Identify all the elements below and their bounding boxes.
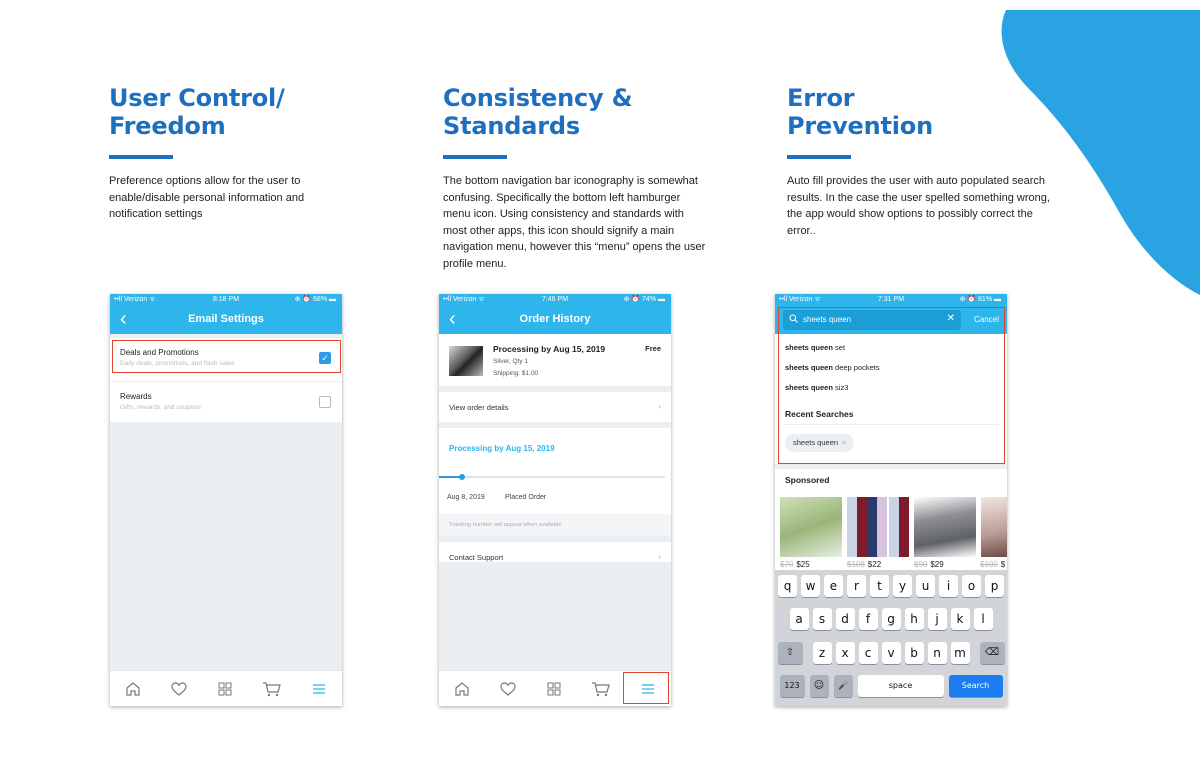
- order-summary[interactable]: Processing by Aug 15, 2019 Free Silver, Qty 1 Shipping: $1.00: [439, 334, 671, 386]
- shift-key[interactable]: ⇧: [778, 642, 803, 664]
- checkbox-rewards[interactable]: [319, 396, 331, 408]
- heading-user-control: User Control/ Freedom: [109, 84, 285, 140]
- hamburger-menu-icon[interactable]: [310, 680, 328, 698]
- tracking-note: Tracking number will appear when available: [439, 514, 671, 536]
- key-i[interactable]: i: [939, 575, 958, 597]
- product-card[interactable]: [981, 497, 1007, 559]
- recent-search-chip[interactable]: sheets queen ×: [785, 434, 854, 452]
- chip-close-icon[interactable]: ×: [842, 438, 847, 447]
- contact-support-link[interactable]: Contact Support ›: [439, 542, 671, 574]
- product-price: $70 $25: [780, 560, 810, 569]
- status-bar: ••ll Verizon ᯤ 8:18 PM ⊕ ⏰ 68% ▬: [110, 294, 342, 306]
- heading-consistency: Consistency & Standards: [443, 84, 633, 140]
- cancel-button[interactable]: Cancel: [974, 315, 999, 324]
- product-image: [780, 497, 842, 557]
- key-e[interactable]: e: [824, 575, 843, 597]
- key-d[interactable]: d: [836, 608, 855, 630]
- heart-icon[interactable]: [499, 680, 517, 698]
- product-image: [847, 497, 909, 557]
- key-b[interactable]: b: [905, 642, 924, 664]
- key-q[interactable]: q: [778, 575, 797, 597]
- description: Preference options allow for the user to enable/disable personal information and notification settings: [109, 175, 305, 220]
- suggestion-item[interactable]: sheets queen siz3: [785, 383, 849, 392]
- key-p[interactable]: p: [985, 575, 1004, 597]
- key-n[interactable]: n: [928, 642, 947, 664]
- heading-error-prevention: Error Prevention: [787, 84, 933, 140]
- backspace-key[interactable]: ⌫: [980, 642, 1005, 664]
- chevron-right-icon: ›: [658, 401, 661, 411]
- heading-underline: [787, 155, 851, 159]
- key-w[interactable]: w: [801, 575, 820, 597]
- microphone-key[interactable]: 🎤: [834, 675, 853, 697]
- processing-status: Processing by Aug 15, 2019: [439, 428, 671, 470]
- product-card[interactable]: [914, 497, 976, 559]
- space-key[interactable]: space: [858, 675, 944, 697]
- key-f[interactable]: f: [859, 608, 878, 630]
- heading-underline: [109, 155, 173, 159]
- home-icon[interactable]: [453, 680, 471, 698]
- chevron-right-icon: ›: [658, 551, 661, 561]
- key-r[interactable]: r: [847, 575, 866, 597]
- key-j[interactable]: j: [928, 608, 947, 630]
- view-order-details-link[interactable]: View order details ›: [439, 392, 671, 422]
- cart-icon[interactable]: [591, 680, 611, 698]
- key-g[interactable]: g: [882, 608, 901, 630]
- product-image: [981, 497, 1007, 557]
- column-consistency: [443, 84, 706, 272]
- product-card[interactable]: [847, 497, 909, 559]
- product-price: $90 $29: [914, 560, 944, 569]
- product-price: $108 $22: [847, 560, 882, 569]
- key-k[interactable]: k: [951, 608, 970, 630]
- heading-underline: [443, 155, 507, 159]
- key-v[interactable]: v: [882, 642, 901, 664]
- order-progress-track: [439, 470, 671, 488]
- recent-searches-heading: Recent Searches: [785, 409, 854, 419]
- description: Auto fill provides the user with auto populated search results. In the case the user spelled something wrong, the app would show options to possibly correct the error..: [787, 175, 1050, 237]
- clear-icon[interactable]: ✕: [946, 313, 955, 324]
- nav-bar: [439, 306, 671, 334]
- key-s[interactable]: s: [813, 608, 832, 630]
- screen-title: Order History: [519, 313, 591, 325]
- progress-dot: [459, 474, 465, 480]
- grid-icon[interactable]: [545, 680, 563, 698]
- key-o[interactable]: o: [962, 575, 981, 597]
- suggestion-item[interactable]: sheets queen set: [785, 343, 846, 352]
- search-icon: [789, 314, 798, 325]
- keyboard-row: [775, 675, 1007, 697]
- key-a[interactable]: a: [790, 608, 809, 630]
- emoji-key[interactable]: ☺: [810, 675, 829, 697]
- numbers-key[interactable]: 123: [780, 675, 805, 697]
- order-timeline: Aug 8, 2019 Placed Order: [439, 488, 671, 514]
- keyboard-row: [775, 642, 1007, 664]
- key-z[interactable]: z: [813, 642, 832, 664]
- nav-bar: [110, 306, 342, 334]
- tab-bar: [439, 670, 671, 706]
- tab-bar: [110, 670, 342, 706]
- setting-rewards[interactable]: Rewards Gifts, rewards, and coupons: [110, 382, 342, 426]
- sponsored-products: [780, 497, 1007, 559]
- back-icon[interactable]: ‹: [449, 308, 456, 330]
- product-thumbnail: [449, 346, 483, 376]
- phone-search: [775, 294, 1007, 706]
- screen-title: Email Settings: [188, 313, 264, 325]
- description: The bottom navigation bar iconography is somewhat confusing. Specifically the bottom left hamburger menu icon. Using consistency and standards with most other apps, this icon should signify a main navigation menu, however this “menu” opens the user profile menu.: [443, 175, 706, 270]
- setting-deals[interactable]: Deals and Promotions Daily deals, promotions, and flash sales ✓: [110, 338, 342, 382]
- phone-order-history: [439, 294, 671, 706]
- product-card[interactable]: [780, 497, 842, 559]
- keyboard-row: [775, 608, 1007, 630]
- back-icon[interactable]: ‹: [120, 308, 127, 330]
- checkbox-deals[interactable]: ✓: [319, 352, 331, 364]
- suggestion-item[interactable]: sheets queen deep pockets: [785, 363, 880, 372]
- keyboard-row: [775, 575, 1007, 597]
- cart-icon[interactable]: [262, 680, 282, 698]
- hamburger-menu-icon[interactable]: [639, 680, 657, 698]
- product-price: $100 $: [980, 560, 1006, 569]
- search-key[interactable]: Search: [949, 675, 1003, 697]
- sponsored-heading: Sponsored: [785, 475, 830, 485]
- key-y[interactable]: y: [893, 575, 912, 597]
- search-input[interactable]: sheets queen ✕: [783, 310, 961, 330]
- key-m[interactable]: m: [951, 642, 970, 664]
- key-h[interactable]: h: [905, 608, 924, 630]
- grid-icon[interactable]: [216, 680, 234, 698]
- key-u[interactable]: u: [916, 575, 935, 597]
- column-user-control: [109, 84, 359, 223]
- keyboard: [775, 570, 1007, 706]
- status-bar: ••ll Verizon ᯤ 7:31 PM ⊕ ⏰ 81% ▬: [775, 294, 1007, 306]
- heart-icon[interactable]: [170, 680, 188, 698]
- phone-email-settings: [110, 294, 342, 706]
- status-bar: ••ll Verizon ᯤ 7:46 PM ⊕ ⏰ 74% ▬: [439, 294, 671, 306]
- column-error-prevention: [787, 84, 1050, 239]
- home-icon[interactable]: [124, 680, 142, 698]
- key-x[interactable]: x: [836, 642, 855, 664]
- key-c[interactable]: c: [859, 642, 878, 664]
- product-image: [914, 497, 976, 557]
- key-l[interactable]: l: [974, 608, 993, 630]
- search-bar: [775, 306, 1007, 334]
- key-t[interactable]: t: [870, 575, 889, 597]
